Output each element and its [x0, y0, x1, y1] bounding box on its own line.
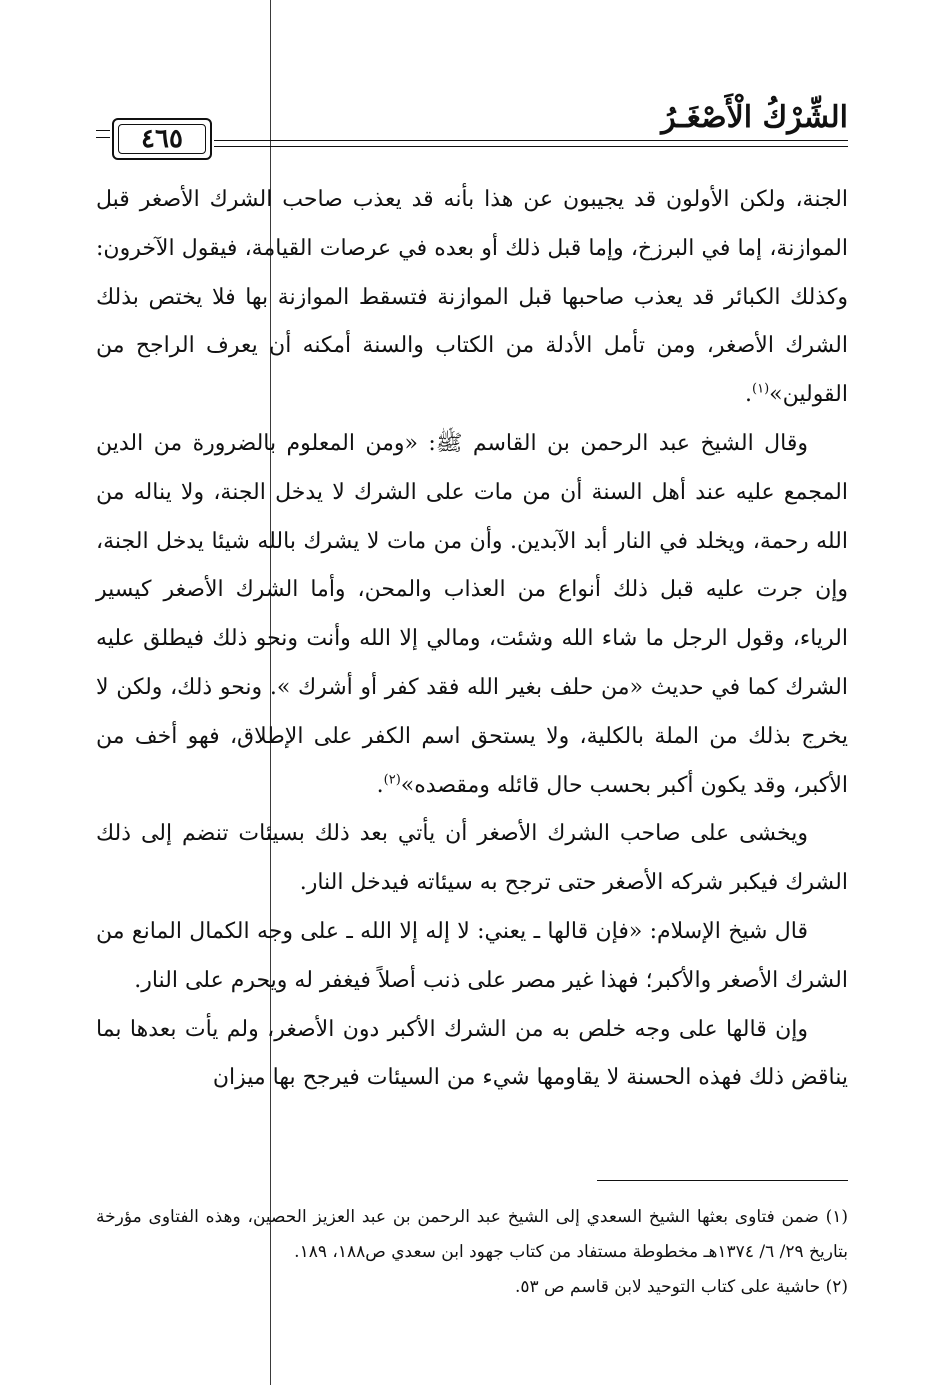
- page-number: ٤٦٥: [141, 124, 183, 154]
- header-rules: [214, 140, 848, 152]
- footnotes: [96, 1200, 848, 1305]
- paragraph-1-text: الجنة، ولكن الأولون قد يجيبون عن هذا بأنه قد يعذب صاحب الشرك الأصغر قبل الموازنة، إما في البرزخ، وإما قبل ذلك أو بعده في عرصات القيامة، فيقول الآخرون: وكذلك الكبائر قد يعذب صاحبها قبل الموازنة فتسقط الموازنة بها فلا يختص بذلك الشرك الأصغر، ومن تأمل الأدلة من الكتاب والسنة أمكنه أن يعرف الراجح من القولين»: [96, 187, 848, 408]
- paragraph-3: ويخشى على صاحب الشرك الأصغر أن يأتي بعد ذلك بسيئات تنضم إلى ذلك الشرك فيكبر شركه الأصغر حتى ترجح به سيئاته فيدخل النار.: [96, 821, 848, 896]
- paragraph-2-text: وقال الشيخ عبد الرحمن بن القاسم ﷺ: «ومن المعلوم بالضرورة من الدين المجمع عليه عند أهل السنة أن من مات على الشرك لا يدخل الجنة، ولا يناله من الله رحمة، ويخلد في النار أبد الآبدين. وأن من مات لا يشرك بالله شيئا يدخل الجنة، وإن جرت عليه قبل ذلك أنواع من العذاب والمحن، وأما الشرك الأصغر كيسير الرياء، وقول الرجل ما شاء الله وشئت، ومالي إلا الله وأنت ونحو ذلك فيطلق عليه الشرك كما في حديث «من حلف بغير الله فقد كفر أو أشرك ». ونحو ذلك، ولكن لا يخرج بذلك من الملة بالكلية، ولا يستحق اسم الكفر على الإطلاق، فهو أخف من الأكبر، وقد يكون أكبر بحسب حال قائله ومقصده»: [96, 430, 848, 798]
- footnote-1: (١) ضمن فتاوى بعثها الشيخ السعدي إلى الشيخ عبد الرحمن بن عبد العزيز الحصين، وهذه الفتاوى مؤرخة بتاريخ ٢٩/ ٦/ ١٣٧٤هـ مخطوطة مستفاد من كتاب جهود ابن سعدي ص١٨٨، ١٨٩.: [96, 1207, 848, 1262]
- paragraph-5: وإن قالها على وجه خلص به من الشرك الأكبر دون الأصغر، ولم يأت بعدها بما يناقض ذلك فهذه الحسنة لا يقاومها شيء من السيئات فيرجح بها ميزان: [96, 1016, 848, 1091]
- footnote-ref-1: (١): [752, 381, 770, 397]
- footnote-2: (٢) حاشية على كتاب التوحيد لابن قاسم ص ٥٣.: [514, 1277, 848, 1297]
- running-title: الشِّرْكُ الْأَصْغَـرُ: [661, 100, 848, 135]
- paragraph-2: وقال الشيخ عبد الرحمن بن القاسم ﷺ: «ومن المعلوم بالضرورة من الدين المجمع عليه عند أهل السنة أن من مات على الشرك لا يدخل الجنة، ولا يناله من الله رحمة، ويخلد في النار أبد الآبدين. وأن من مات لا يشرك بالله شيئا يدخل الجنة، وإن جرت عليه قبل ذلك أنواع من العذاب والمحن، وأما الشرك الأصغر كيسير الرياء، وقول الرجل ما شاء الله وشئت، ومالي إلا الله وأنت ونحو ذلك فيطلق عليه الشرك كما في حديث «من حلف بغير الله فقد كفر أو أشرك ». ونحو ذلك، ولكن لا يخرج بذلك من الملة بالكلية، ولا يستحق اسم الكفر على الإطلاق، فهو أخف من الأكبر، وقد يكون أكبر بحسب حال قائله ومقصده»$^{(٢)}$.: [96, 430, 848, 798]
- paragraph-4: قال شيخ الإسلام: «فإن قالها ـ يعني: لا إله إلا الله ـ على وجه الكمال المانع من الشرك الأصغر والأكبر؛ فهذا غير مصر على ذنب أصلاً فيغفر له ويحرم على النار.: [96, 918, 848, 993]
- header-rule-bottom: [214, 146, 848, 147]
- page-number-box: [112, 118, 212, 160]
- footnote-ref-2: (٢): [383, 772, 401, 788]
- page-header: [96, 96, 848, 166]
- header-rule-top: [214, 140, 848, 141]
- paragraph-1: الجنة، ولكن الأولون قد يجيبون عن هذا بأنه قد يعذب صاحب الشرك الأصغر قبل الموازنة، إما في البرزخ، وإما قبل ذلك أو بعده في عرصات القيامة، فيقول الآخرون: وكذلك الكبائر قد يعذب صاحبها قبل الموازنة فتسقط الموازنة بها فلا يختص بذلك الشرك الأصغر، ومن تأمل الأدلة من الكتاب والسنة أمكنه أن يعرف الراجح من القولين»$^{(١)}$.: [96, 187, 848, 408]
- footnote-separator: [597, 1180, 848, 1181]
- page-number-dash: [96, 130, 110, 138]
- body-text: [96, 176, 848, 1103]
